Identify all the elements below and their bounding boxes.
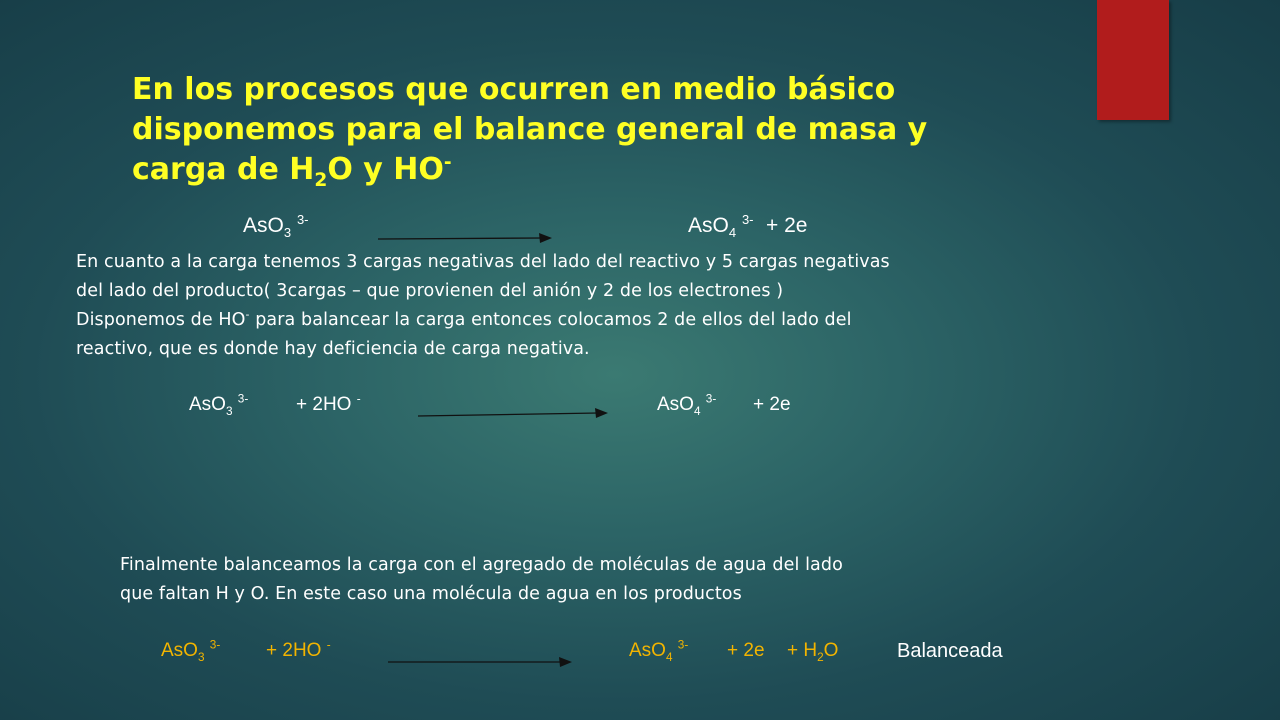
eq2-product: AsO$_4$ $^{3-}$ — [657, 392, 717, 418]
eq1-electrons: + 2e — [766, 214, 808, 237]
explanation-paragraph-1 — [76, 248, 890, 364]
para1-line-2: del lado del producto( 3cargas – que provienen del anión y 2 de los electrones ) — [76, 281, 784, 301]
eq2-hydroxide: + 2HO - — [296, 392, 361, 415]
eq2-arrow — [416, 407, 610, 421]
para2-line-1: Finalmente balanceamos la carga con el agregado de moléculas de agua del lado — [120, 555, 843, 575]
para1-line-4: reactivo, que es donde hay deficiencia de carga negativa. — [76, 339, 590, 359]
para2-line-2: que faltan H y O. En este caso una molécula de agua en los productos — [120, 584, 742, 604]
explanation-paragraph-2 — [120, 551, 843, 609]
eq1-product: AsO$_4$ $^{3-}$ — [688, 212, 754, 241]
eq3-hydroxide: + 2HO - — [266, 638, 331, 661]
title-line-1: En los procesos que ocurren en medio básico — [132, 72, 896, 107]
eq1-arrow — [376, 231, 554, 245]
para1-line-3: Disponemos de HO- para balancear la carga entonces colocamos 2 de ellos del lado del — [76, 308, 852, 330]
eq3-product: AsO$_4$ $^{3-}$ — [629, 638, 689, 664]
title-line-2: disponemos para el balance general de masa y — [132, 112, 928, 147]
eq3-electrons: + 2e — [727, 640, 765, 661]
eq1-reactant: AsO$_3$ $^{3-}$ — [243, 212, 309, 241]
eq2-reactant: AsO$_3$ $^{3-}$ — [189, 392, 249, 418]
eq2-electrons: + 2e — [753, 394, 791, 415]
balanced-label: Balanceada — [897, 640, 1003, 662]
title-line-3: carga de $H_2O$ y HO- — [132, 152, 452, 191]
eq3-reactant: AsO$_3$ $^{3-}$ — [161, 638, 221, 664]
eq3-water: + $H_2O$ — [787, 640, 839, 664]
slide-title — [132, 70, 1032, 190]
para1-line-1: En cuanto a la carga tenemos 3 cargas negativas del lado del reactivo y 5 cargas negativas — [76, 252, 890, 272]
accent-bar — [1097, 0, 1169, 120]
eq3-arrow — [386, 655, 574, 669]
